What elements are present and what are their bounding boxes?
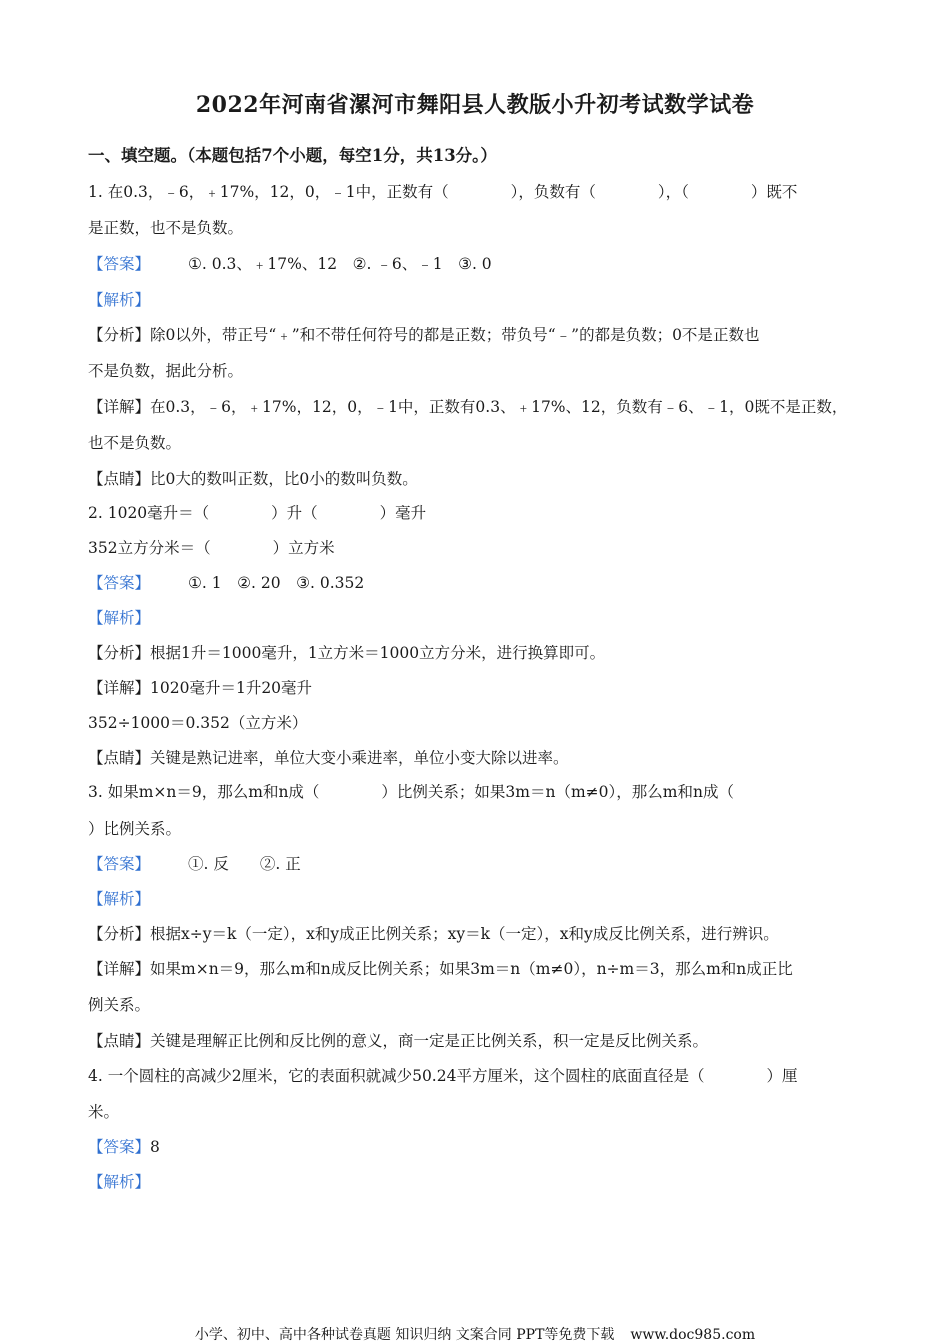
answer-tag: 【答案】 [88, 255, 151, 273]
q1-question-line2: 是正数，也不是负数。 [88, 219, 244, 237]
detail-tag: 【详解】 [88, 960, 151, 978]
q1-analysis-header: 【解析】 [88, 291, 151, 309]
q1-answer [88, 254, 868, 274]
q3-tip [88, 1031, 868, 1051]
q1-question-line1: 1. 在0.3，﹣6，﹢17%，12，0，﹣1中，正数有（ ），负数有（ ），（ ）既不 [88, 183, 798, 201]
analysis-tag: 【分析】 [88, 326, 151, 344]
q2-tip [88, 748, 868, 768]
q3-analysis [88, 924, 868, 944]
q3-detail [88, 959, 868, 979]
answer-tag: 【答案】 [88, 574, 151, 592]
q1-tip-text: 比0大的数叫正数，比0小的数叫负数。 [150, 470, 418, 488]
q4-answer [88, 1137, 868, 1157]
q1-detail-line2: 也不是负数。 [88, 434, 182, 452]
answer-tag: 【答案】 [88, 1138, 151, 1156]
q3-analysis-text: 根据x÷y＝k（一定），x和y成正比例关系；xy＝k（一定），x和y成反比例关系，进行辨识。 [150, 925, 779, 943]
q3-question-line1: 3. 如果m×n＝9，那么m和n成（ ）比例关系；如果3m＝n（m≠0），那么m和n成（ [88, 783, 734, 801]
q2-analysis-text: 根据1升＝1000毫升，1立方米＝1000立方分米，进行换算即可。 [150, 644, 606, 662]
q1-analysis [88, 325, 868, 345]
q3-detail-line2: 例关系。 [88, 996, 151, 1014]
q4-question-line1: 4. 一个圆柱的高减少2厘米，它的表面积就减少50.24平方厘米，这个圆柱的底面直径是（ ）厘 [88, 1067, 798, 1085]
analysis-tag: 【分析】 [88, 644, 151, 662]
q3-answer-text: ①. 反 ②. 正 [188, 855, 301, 873]
q2-analysis [88, 643, 868, 663]
footer-text: 小学、初中、高中各种试卷真题 知识归纳 文案合同 PPT等免费下载 [194, 1327, 615, 1343]
page-footer [0, 1324, 950, 1344]
q2-tip-text: 关键是熟记进率，单位大变小乘进率，单位小变大除以进率。 [150, 749, 569, 767]
q4-analysis-header: 【解析】 [88, 1173, 151, 1191]
q2-answer-text: ①. 1 ②. 20 ③. 0.352 [188, 574, 365, 592]
q3-analysis-header: 【解析】 [88, 890, 151, 908]
q2-question-line2: 352立方分米＝（ ）立方米 [88, 539, 335, 557]
analysis-tag: 【分析】 [88, 925, 151, 943]
detail-tag: 【详解】 [88, 398, 151, 416]
q3-question-line2: ）比例关系。 [88, 820, 182, 838]
q1-detail [88, 397, 868, 417]
tip-tag: 【点睛】 [88, 749, 151, 767]
q2-detail-text: 1020毫升＝1升20毫升 [150, 679, 313, 697]
q2-question-line1: 2. 1020毫升＝（ ）升（ ）毫升 [88, 504, 427, 522]
section-heading: 一、填空题。（本题包括7个小题，每空1分，共13分。） [88, 146, 497, 165]
q2-detail [88, 678, 868, 698]
q4-answer-text: 8 [150, 1138, 160, 1156]
tip-tag: 【点睛】 [88, 1032, 151, 1050]
q2-answer [88, 573, 868, 593]
footer-link[interactable]: www.doc985.com [630, 1327, 756, 1343]
q4-question-line2: 米。 [88, 1103, 120, 1121]
q3-tip-text: 关键是理解正比例和反比例的意义，商一定是正比例关系，积一定是反比例关系。 [150, 1032, 709, 1050]
tip-tag: 【点睛】 [88, 470, 151, 488]
q1-analysis-text: 除0以外，带正号“﹢”和不带任何符号的都是正数；带负号“﹣”的都是负数；0不是正数也 [150, 326, 760, 344]
q3-detail-text: 如果m×n＝9，那么m和n成反比例关系；如果3m＝n（m≠0），n÷m＝3，那么m和n成正比 [150, 960, 793, 978]
answer-tag: 【答案】 [88, 855, 151, 873]
q3-answer [88, 854, 868, 874]
q1-tip [88, 469, 868, 489]
q2-detail-line2: 352÷1000＝0.352（立方米） [88, 714, 308, 732]
q1-answer-text: ①. 0.3、﹢17%、12 ②. ﹣6、﹣1 ③. 0 [188, 255, 492, 273]
q1-detail-text: 在0.3，﹣6，﹢17%，12，0，﹣1中，正数有0.3、﹢17%、12，负数有﹣6、﹣1，0既不是正数， [150, 398, 848, 416]
q1-analysis-line2: 不是负数，据此分析。 [88, 362, 244, 380]
q2-analysis-header: 【解析】 [88, 609, 151, 627]
page-title: 2022年河南省漯河市舞阳县人教版小升初考试数学试卷 [195, 92, 755, 118]
detail-tag: 【详解】 [88, 679, 151, 697]
